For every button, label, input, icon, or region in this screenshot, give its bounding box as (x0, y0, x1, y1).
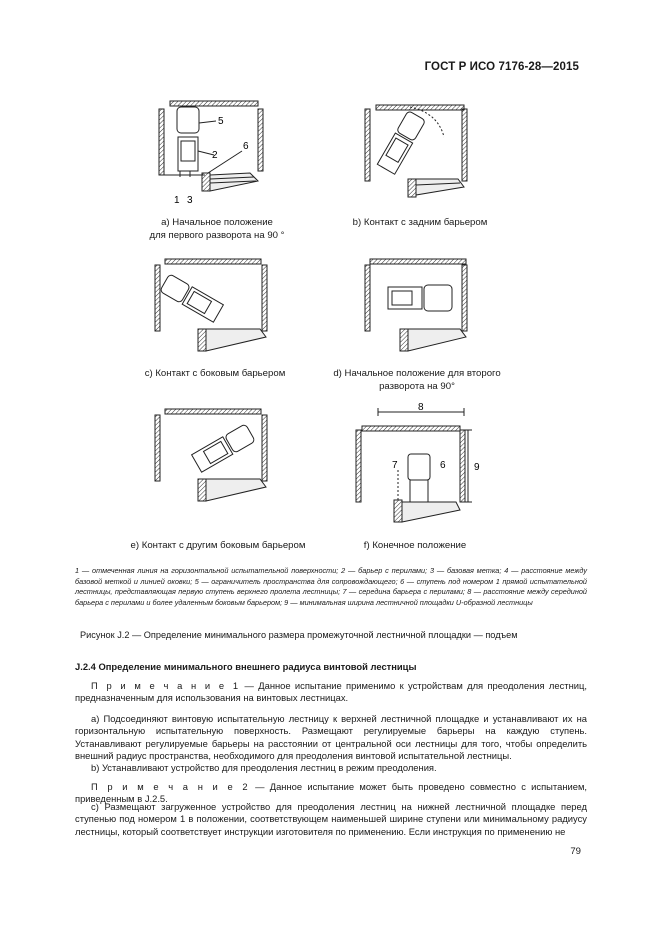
label-7: 7 (392, 460, 398, 471)
paragraph-c: c) Размещают загруженное устройство для преодоления лестниц на нижней лестничной площадке перед ступенью под номером 1 в положении, соответствующем наименьшей ширине ступени или минимальному радиусу лестницы, который соответствует инструкции изготовителя по применению. Если инструкция по применению не (75, 801, 587, 837)
label-5: 5 (218, 116, 224, 127)
label-6-f: 6 (440, 460, 446, 471)
paragraph-a: a) Подсоединяют винтовую испытательную лестницу к верхней лестничной площадке и устанавливают их на горизонтальную испытательную поверхность. Размещают регулируемые барьеры на каждую ступень. Устанавливают регулируемые барьеры на расстоянии от центральной оси лестницы для того, чтобы определить внешний радиус пространства, необходимого для преодоления винтовой испытательной лестницы. (75, 713, 587, 762)
label-6: 6 (243, 141, 249, 152)
note-1: П р и м е ч а н и е 1 — Данное испытание применимо к устройствам для преодоления лестниц, предназначенным для использования на винтовых лестницах. (75, 680, 587, 704)
label-8: 8 (418, 402, 424, 413)
label-2: 2 (212, 150, 218, 161)
label-9: 9 (474, 462, 480, 473)
figure-f-diagram (350, 400, 485, 530)
figure-d-diagram (360, 255, 480, 365)
figure-f-caption: f) Конечное положение (363, 540, 467, 551)
figure-b-caption: b) Контакт с задним барьером (352, 217, 488, 228)
figure-b-diagram (360, 95, 480, 215)
figure-c-diagram (150, 255, 280, 365)
document-header: ГОСТ Р ИСО 7176-28—2015 (424, 61, 579, 73)
paragraph-b: b) Устанавливают устройство для преодоления лестниц в режим преодоления. (91, 762, 437, 773)
figure-legend: 1 — отмеченная линия на горизонтальной испытательной поверхности; 2 — барьер с перилами; 3 — базовая метка; 4 — расстояние между базовой меткой и линией оковки; 5 — ограничитель пространства для сопровождающего; 6 — ступень под номером 1 прямой испытательной лестницы, представляющая первую ступень верхнего пролета лестницы; 7 — середина барьера с перилами; 8 — расстояние между серединой барьера с перилами и более удаленным боковым барьером; 9 — минимальная ширина лестничной площадки U-образной лестницы (75, 566, 587, 607)
label-3: 3 (187, 195, 193, 206)
page-number: 79 (570, 846, 581, 857)
figure-e-diagram (150, 405, 280, 525)
figure-c-caption: c) Контакт с боковым барьером (144, 368, 286, 379)
label-1: 1 (174, 195, 180, 206)
figure-d-caption: d) Начальное положение для второго разворота на 90° (333, 368, 501, 392)
figure-a-caption: a) Начальное положение для первого разворота на 90 ° (149, 217, 285, 241)
figure-e-caption: e) Контакт с другим боковым барьером (130, 540, 306, 551)
figure-a-diagram (150, 95, 280, 215)
figure-title: Рисунок J.2 — Определение минимального размера промежуточной лестничной площадки — подъем (80, 630, 518, 640)
section-heading: J.2.4 Определение минимального внешнего радиуса винтовой лестницы (75, 661, 417, 672)
note-2: П р и м е ч а н и е 2 — Данное испытание может быть проведено совместно с испытанием, приведенным в J.2.5. (75, 781, 587, 805)
